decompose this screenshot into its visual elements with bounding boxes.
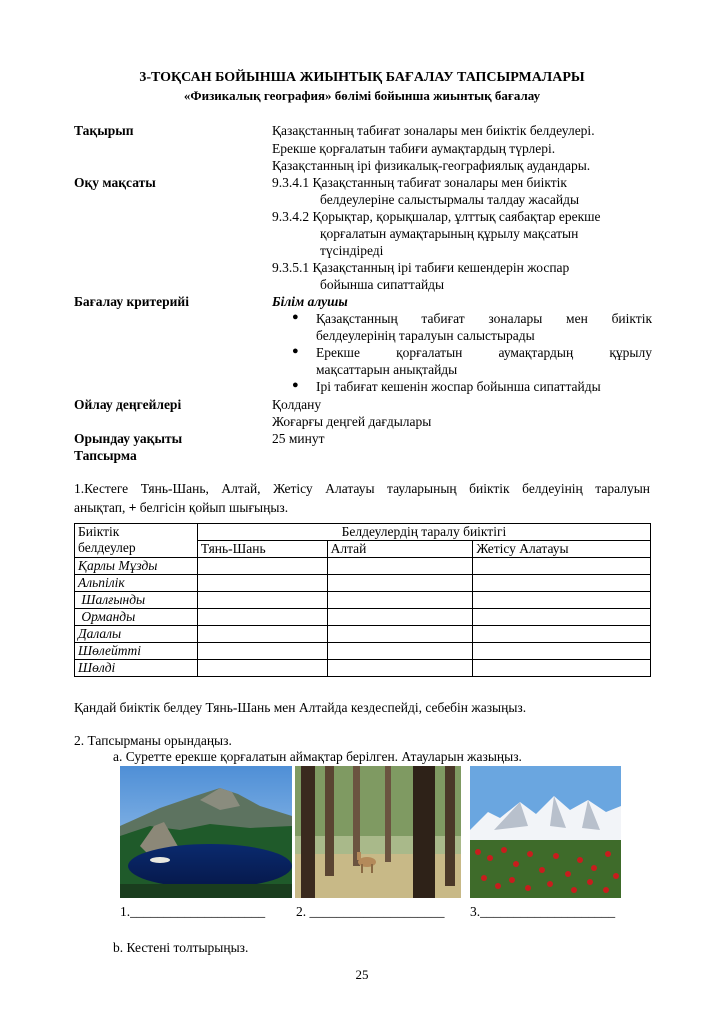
criteria-item [292,345,652,379]
answer-blank-2[interactable]: 2. ____________________ [296,904,445,919]
row-label: Шалғынды [75,592,198,609]
table-cell[interactable] [197,626,327,643]
criteria-line: белдеулерінің таралуын салыстырады [316,328,535,343]
question-text: Қандай биіктік белдеу Тянь-Шань мен Алтайда кездеспейді, себебін жазыңыз. [74,700,527,715]
thinking-label: Ойлау деңгейлері [74,397,182,412]
table-cell[interactable] [327,558,473,575]
criteria-heading: Білім алушы [272,294,348,309]
table-group-header: Белдеулердің таралу биіктігі [197,524,650,541]
objective-line: 9.3.5.1 Қазақстанның ірі табиғи кешендерін жоспар [272,260,570,275]
page-subtitle: «Физикалық география» бөлімі бойынша жиынтық бағалау [183,88,541,103]
row-label: Шөлді [75,660,198,677]
objectives-label: Оқу мақсаты [74,175,156,190]
table-cell[interactable] [473,592,651,609]
table-cell[interactable] [197,609,327,626]
table-cell[interactable] [197,660,327,677]
row-label: Альпілік [75,575,198,592]
header-line: Биіктік [78,524,120,539]
criteria-item [292,379,652,396]
row-label: Далалы [75,626,198,643]
topic-line: Қазақстанның ірі физикалық-географиялық аудандары. [272,158,591,173]
criteria-line: Қазақстанның табиғат зоналары мен биіктік [316,311,652,326]
criteria-line: Ерекше қорғалатын аумақтардың құрылу [316,345,652,360]
table-cell[interactable] [327,575,473,592]
time-label: Орындау уақыты [74,431,183,446]
task2-title: 2. Тапсырманы орындаңыз. [74,733,232,748]
table-cell[interactable] [473,643,651,660]
table-cell[interactable] [327,626,473,643]
bullet-icon: ● [292,345,299,357]
objective-line: 9.3.4.2 Қорықтар, қорықшалар, ұлттық саябақтар ерекше [272,209,601,224]
criteria-line: Ірі табиғат кешенін жоспар бойынша сипаттайды [316,379,601,394]
table-cell[interactable] [197,558,327,575]
column-header: Тянь-Шань [197,541,327,558]
objective-line: белдеулеріне салыстырмалы талдау жасайды [320,192,580,207]
table-row [75,660,651,677]
answer-blank-1[interactable]: 1.____________________ [120,904,266,919]
table-cell[interactable] [473,626,651,643]
topic-line: Ерекше қорғалатын табиғи аумақтардың түрлері. [272,141,556,156]
table-cell[interactable] [473,558,651,575]
answer-blank-3[interactable]: 3.____________________ [470,904,616,919]
criteria-label: Бағалау критерийі [74,294,189,309]
bullet-icon: ● [292,379,299,391]
task1-text-part: белгісін қойып шығыңыз. [136,500,289,515]
table-row [75,592,651,609]
topic-label: Тақырып [74,123,134,138]
bullet-icon: ● [292,311,299,323]
page-number: 25 [355,967,369,982]
photo-snow-peaks-flowers [470,766,621,898]
table-cell[interactable] [327,609,473,626]
column-header: Алтай [327,541,473,558]
topic-line: Қазақстанның табиғат зоналары мен биіктік белдеулері. [272,123,595,138]
time-value: 25 минут [272,431,325,446]
altitude-belt-table [74,523,651,677]
objective-line: 9.3.4.1 Қазақстанның табиғат зоналары мен биіктік [272,175,567,190]
table-cell[interactable] [473,609,651,626]
row-label: Шөлейтті [75,643,198,660]
table-row [75,643,651,660]
criteria-item [292,311,652,345]
table-cell[interactable] [197,575,327,592]
table-cell[interactable] [327,643,473,660]
criteria-line: мақсаттарын анықтайды [316,362,458,377]
task2-a-text: a. Суретте ерекше қорғалатын аймақтар берілген. Атауларын жазыңыз. [113,749,522,764]
plus-sign: + [128,500,137,515]
column-header: Жетісу Алатауы [473,541,651,558]
task-label: Тапсырма [74,448,137,463]
task2-b-text: b. Кестені толтырыңыз. [113,940,249,955]
header-line: белдеулер [78,540,136,555]
objective-line: қорғалатын аумақтарының құрылу мақсатын [320,226,579,241]
photo-forest-deer [295,766,461,898]
table-cell[interactable] [197,643,327,660]
table-row [75,558,651,575]
task1-text [74,479,650,517]
task1-line: 1.Кестеге Тянь-Шань, Алтай, Жетісу Алатауы тауларының биіктік белдеуінің таралуын [74,481,650,496]
objective-line: түсіндіреді [320,243,384,258]
table-cell[interactable] [473,660,651,677]
page-title: 3-ТОҚСАН БОЙЫНША ЖИЫНТЫҚ БАҒАЛАУ ТАПСЫРМАЛАРЫ [139,70,585,85]
objective-line: бойынша сипаттайды [320,277,445,292]
row-label: Орманды [75,609,198,626]
table-cell[interactable] [197,592,327,609]
table-row [75,609,651,626]
table-row [75,626,651,643]
thinking-line: Қолдану [272,397,322,412]
photo-mountain-lake [120,766,292,898]
table-cell[interactable] [473,575,651,592]
table-header-belts [75,524,198,558]
thinking-line: Жоғарғы деңгей дағдылары [272,414,432,429]
task1-line [74,500,288,515]
table-cell[interactable] [327,660,473,677]
table-cell[interactable] [327,592,473,609]
table-row [75,575,651,592]
task1-text-part: анықтап, [74,500,129,515]
row-label: Қарлы Мұзды [75,558,198,575]
